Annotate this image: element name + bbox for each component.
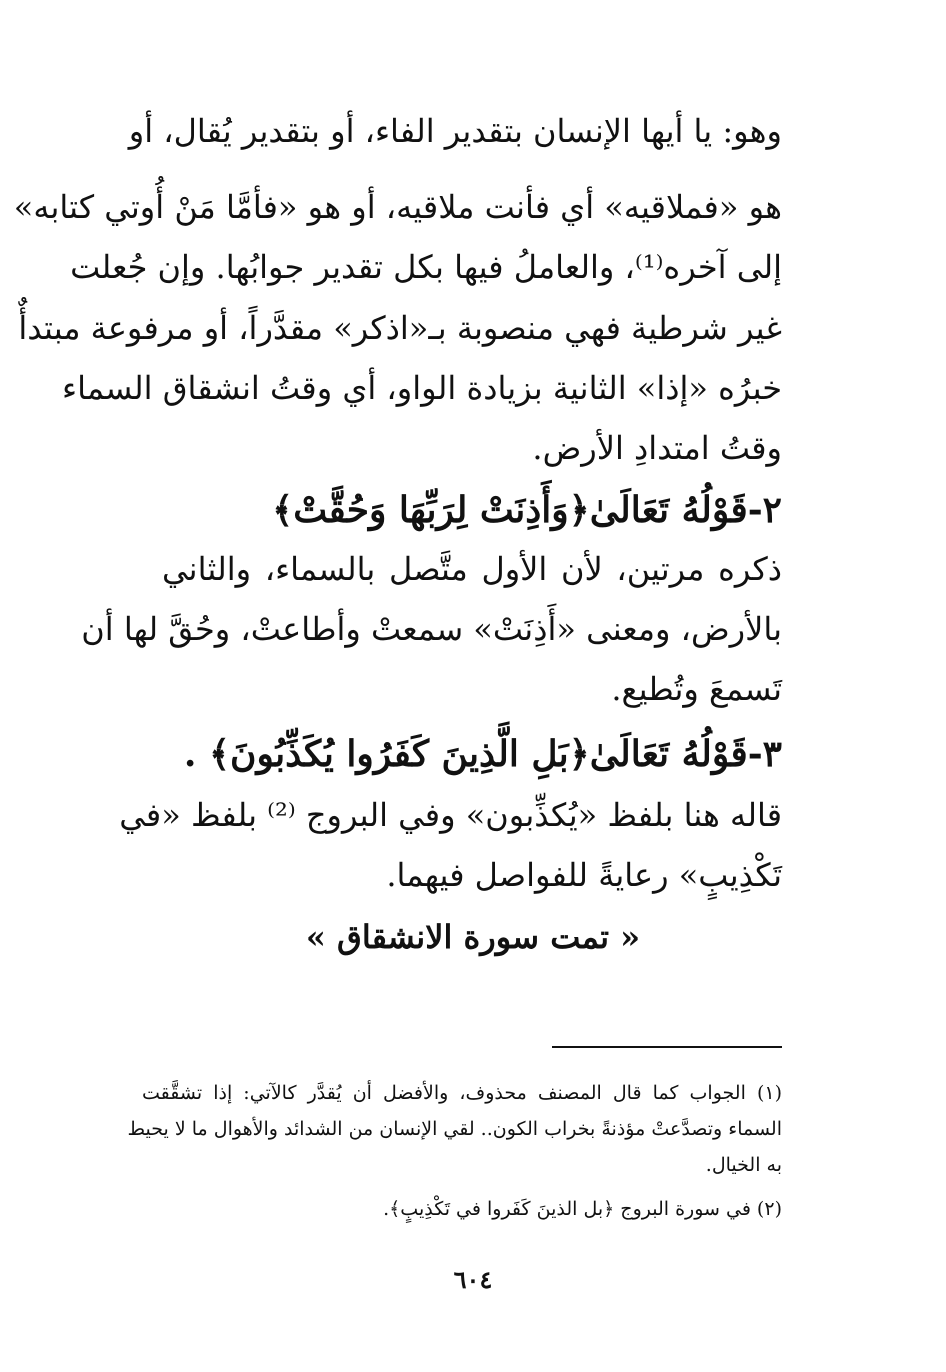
footnote-line: به الخيال. (705, 1154, 782, 1176)
text-line: بالأرض، ومعنى «أَذِنَتْ» سمعتْ وأطاعتْ، وحُقَّ لها أن (81, 610, 782, 648)
heading-tail: . (183, 733, 209, 775)
verse-heading-2 (162, 480, 782, 540)
footnote-line: السماء وتصدَّعتْ مؤذنةً بخراب الكون.. لقي الإنسان من الشدائد والأهوال ما لا يحيط (127, 1118, 782, 1140)
verse-heading-3 (162, 724, 782, 784)
quran-verse: ﴿وَأَذِنَتْ لِرَبِّهَا وَحُقَّتْ﴾ (272, 489, 590, 531)
text-line: قاله هنا بلفظ «يُكذِّبون» وفي البروج ⁽²⁾ بلفظ «في (119, 796, 782, 834)
text-line: إلى آخره⁽¹⁾، والعاملُ فيها بكل تقدير جوابُها. وإن جُعلت (70, 248, 782, 286)
text-line: وهو: يا أيها الإنسان بتقدير الفاء، أو بتقدير يُقال، أو (128, 112, 782, 150)
footnote-line: (٢) في سورة البروج ﴿بل الذينَ كَفَروا في تَكْذِيبٍ﴾. (383, 1198, 782, 1220)
page-number: ٦٠٤ (453, 1265, 493, 1294)
text-line: غير شرطية فهي منصوبة بـ«اذكر» مقدَّراً، أو مرفوعة مبتدأٌ (18, 309, 782, 347)
text-line: خبرُه «إذا» الثانية بزيادة الواو، أي وقتُ انشقاق السماء (62, 369, 782, 407)
text-line: ذكره مرتين، لأن الأول متَّصل بالسماء، والثاني (162, 550, 782, 588)
quran-verse: ﴿بَلِ الَّذِينَ كَفَرُوا يُكَذِّبُونَ﴾ (208, 733, 590, 775)
qawluhu-taala: قَوْلُهُ تَعَالَىٰ (589, 733, 748, 775)
text-line: تَسمعَ وتُطيع. (611, 670, 782, 708)
surah-end-title: « تمت سورة الانشقاق » (305, 918, 641, 956)
qawluhu-taala: قَوْلُهُ تَعَالَىٰ (589, 489, 748, 531)
text-line: وقتُ امتدادِ الأرض. (532, 429, 782, 467)
footnote-line: (١) الجواب كما قال المصنف محذوف، والأفضل أن يُقدَّر كالآتي: إذا تشقَّقت (142, 1082, 782, 1104)
footnote-separator (552, 1046, 782, 1048)
heading-number: ٣- (747, 733, 782, 775)
text-line: هو «فملاقيه» أي فأنت ملاقيه، أو هو «فأمَّا مَنْ أُوتي كتابه» (13, 188, 782, 226)
heading-number: ٢- (747, 489, 782, 531)
text-line: تَكْذِيبٍ» رعايةً للفواصل فيهما. (386, 856, 782, 894)
